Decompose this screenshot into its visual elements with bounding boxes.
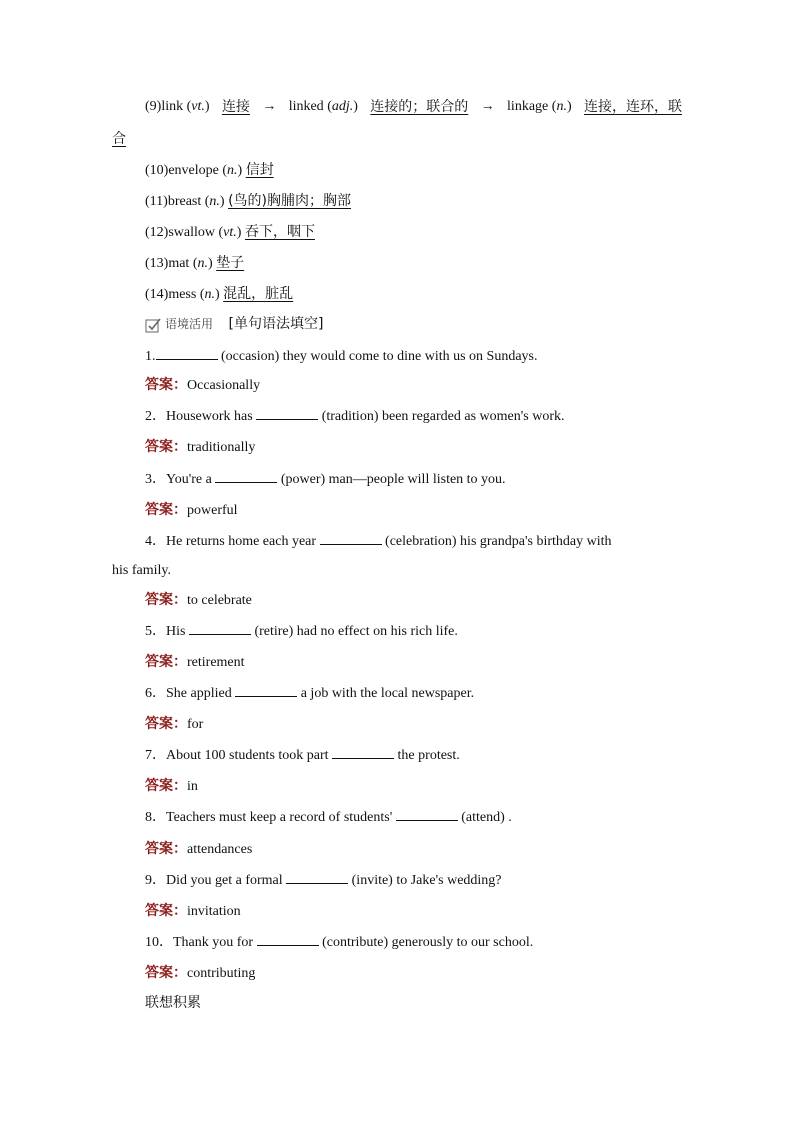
vocab-meaning: 吞下，咽下 [244,224,315,240]
question-2 [145,407,682,426]
vocab-word: mess [168,287,197,302]
vocab-item-14: (14)mess (n.) 混乱，脏乱 [145,286,294,302]
section-tag: 语境活用 [165,317,214,331]
answer-label: 答案： [145,841,187,857]
vocab-meaning: 连接 [221,99,250,115]
question-4 [145,532,682,551]
question-text: (tradition) been regarded as women's work. [321,409,565,424]
question-text: Housework has [166,409,253,424]
question-text: (retire) had no effect on his rich life. [254,624,458,639]
question-text: His [166,624,186,639]
answer-blank[interactable] [215,470,277,483]
answer-label: 答案： [145,716,187,732]
answer-blank[interactable] [256,407,318,420]
answer-text: powerful [187,503,238,518]
vocab-number: (12) [145,225,169,240]
question-text: She applied [166,686,232,701]
vocab-word: swallow [168,225,215,240]
footer-heading: 联想积累 [145,995,201,1011]
vocab-pos: n. [209,194,220,209]
vocab-item-9: (9)link (vt.) 连接 → linked (adj.) 连接的；联合的 → linkage (n.) 连接，连环，联 [145,99,682,115]
answer-label: 答案： [145,377,187,393]
question-number: 9． [145,873,166,888]
vocab-word: link [161,99,184,114]
question-6 [145,684,682,703]
answer-2 [145,438,682,457]
vocab-item-12: (12)swallow (vt.) 吞下，咽下 [145,224,315,240]
answer-4 [145,591,682,610]
answer-10 [145,964,682,983]
question-text: About 100 students took part [166,748,329,763]
vocab-number: (14) [145,287,169,302]
answer-9 [145,902,682,921]
vocab-meaning: 连接的；联合的 [370,99,469,115]
question-text: (power) man—people will listen to you. [280,472,506,487]
answer-text: traditionally [187,440,256,455]
question-10 [145,933,682,952]
answer-blank[interactable] [332,746,394,759]
question-number: 10． [145,935,173,950]
question-text: You're a [166,472,212,487]
answer-text: for [187,717,204,732]
question-number: 2． [145,409,166,424]
question-number: 3． [145,472,166,487]
question-5 [145,622,682,641]
answer-blank[interactable] [235,684,297,697]
vocab-number: (11) [145,194,168,209]
answer-label: 答案： [145,903,187,919]
vocab-pos: n. [227,163,238,178]
question-text: (contribute) generously to our school. [322,935,534,950]
answer-text: Occasionally [187,378,261,393]
question-text: He returns home each year [166,534,317,549]
arrow-icon: → [262,99,277,114]
question-text: Thank you for [173,935,254,950]
vocab-pos: n. [204,287,215,302]
answer-6 [145,715,682,734]
question-number: 1. [145,349,156,364]
answer-label: 答案： [145,592,187,608]
question-text: Teachers must keep a record of students' [166,810,393,825]
vocab-number: (9) [145,99,162,114]
vocab-word: envelope [168,163,219,178]
vocab-item-9-cont [112,130,682,149]
vocab-meaning: 信封 [245,162,274,178]
question-7 [145,746,682,765]
answer-8 [145,840,682,859]
question-text: (invite) to Jake's wedding? [351,873,502,888]
answer-text: to celebrate [187,593,252,608]
question-text: (occasion) they would come to dine with us on Sundays. [221,349,538,364]
vocab-meaning: 垫子 [216,255,245,271]
vocab-word-derived: linkage [507,99,549,114]
answer-blank[interactable] [320,532,382,545]
vocab-item-13: (13)mat (n.) 垫子 [145,255,245,271]
vocab-word-derived: linked [288,99,324,114]
answer-blank[interactable] [257,933,319,946]
question-text: (celebration) his grandpa's birthday with [385,534,612,549]
answer-text: attendances [187,842,253,857]
question-text: his family. [112,563,171,578]
question-number: 7． [145,748,166,763]
answer-text: in [187,779,198,794]
answer-blank[interactable] [156,347,218,360]
answer-blank[interactable] [286,871,348,884]
question-text: a job with the local newspaper. [300,686,475,701]
answer-1 [145,376,682,395]
vocab-meaning: 连接，连环，联 [583,99,682,115]
question-8 [145,808,682,827]
vocab-meaning: (鸟的)胸脯肉；胸部 [228,193,352,209]
vocab-pos: vt. [191,99,205,114]
question-number: 5． [145,624,166,639]
section-title: [单句语法填空] [228,316,324,332]
section-header [145,315,682,334]
answer-3 [145,501,682,520]
answer-text: retirement [187,655,245,670]
question-text: (attend) . [461,810,512,825]
vocab-word: breast [167,194,202,209]
question-number: 6． [145,686,166,701]
answer-text: contributing [187,966,256,981]
answer-5 [145,653,682,672]
arrow-icon: → [480,99,495,114]
answer-7 [145,777,682,796]
question-text: the protest. [397,748,460,763]
question-number: 8． [145,810,166,825]
vocab-word: mat [168,256,190,271]
question-4-cont [112,562,682,580]
answer-blank[interactable] [396,808,458,821]
question-3 [145,470,682,489]
vocab-item-11: (11)breast (n.) (鸟的)胸脯肉；胸部 [145,193,352,209]
vocab-item-10: (10)envelope (n.) 信封 [145,162,274,178]
vocab-meaning-cont: 合 [112,131,126,147]
answer-label: 答案： [145,654,187,670]
vocab-pos: n. [556,99,567,114]
vocab-number: (13) [145,256,169,271]
vocab-pos: vt. [223,225,237,240]
answer-text: invitation [187,904,241,919]
question-text: Did you get a formal [166,873,283,888]
vocab-pos: n. [197,256,208,271]
question-1 [145,347,682,366]
vocab-number: (10) [145,163,169,178]
vocab-pos: adj. [331,99,354,114]
question-number: 4． [145,534,166,549]
answer-label: 答案： [145,778,187,794]
answer-label: 答案： [145,965,187,981]
answer-label: 答案： [145,502,187,518]
answer-blank[interactable] [189,622,251,635]
question-9 [145,871,682,890]
vocab-meaning: 混乱，脏乱 [223,286,294,302]
pencil-check-icon [145,317,161,333]
answer-label: 答案： [145,439,187,455]
